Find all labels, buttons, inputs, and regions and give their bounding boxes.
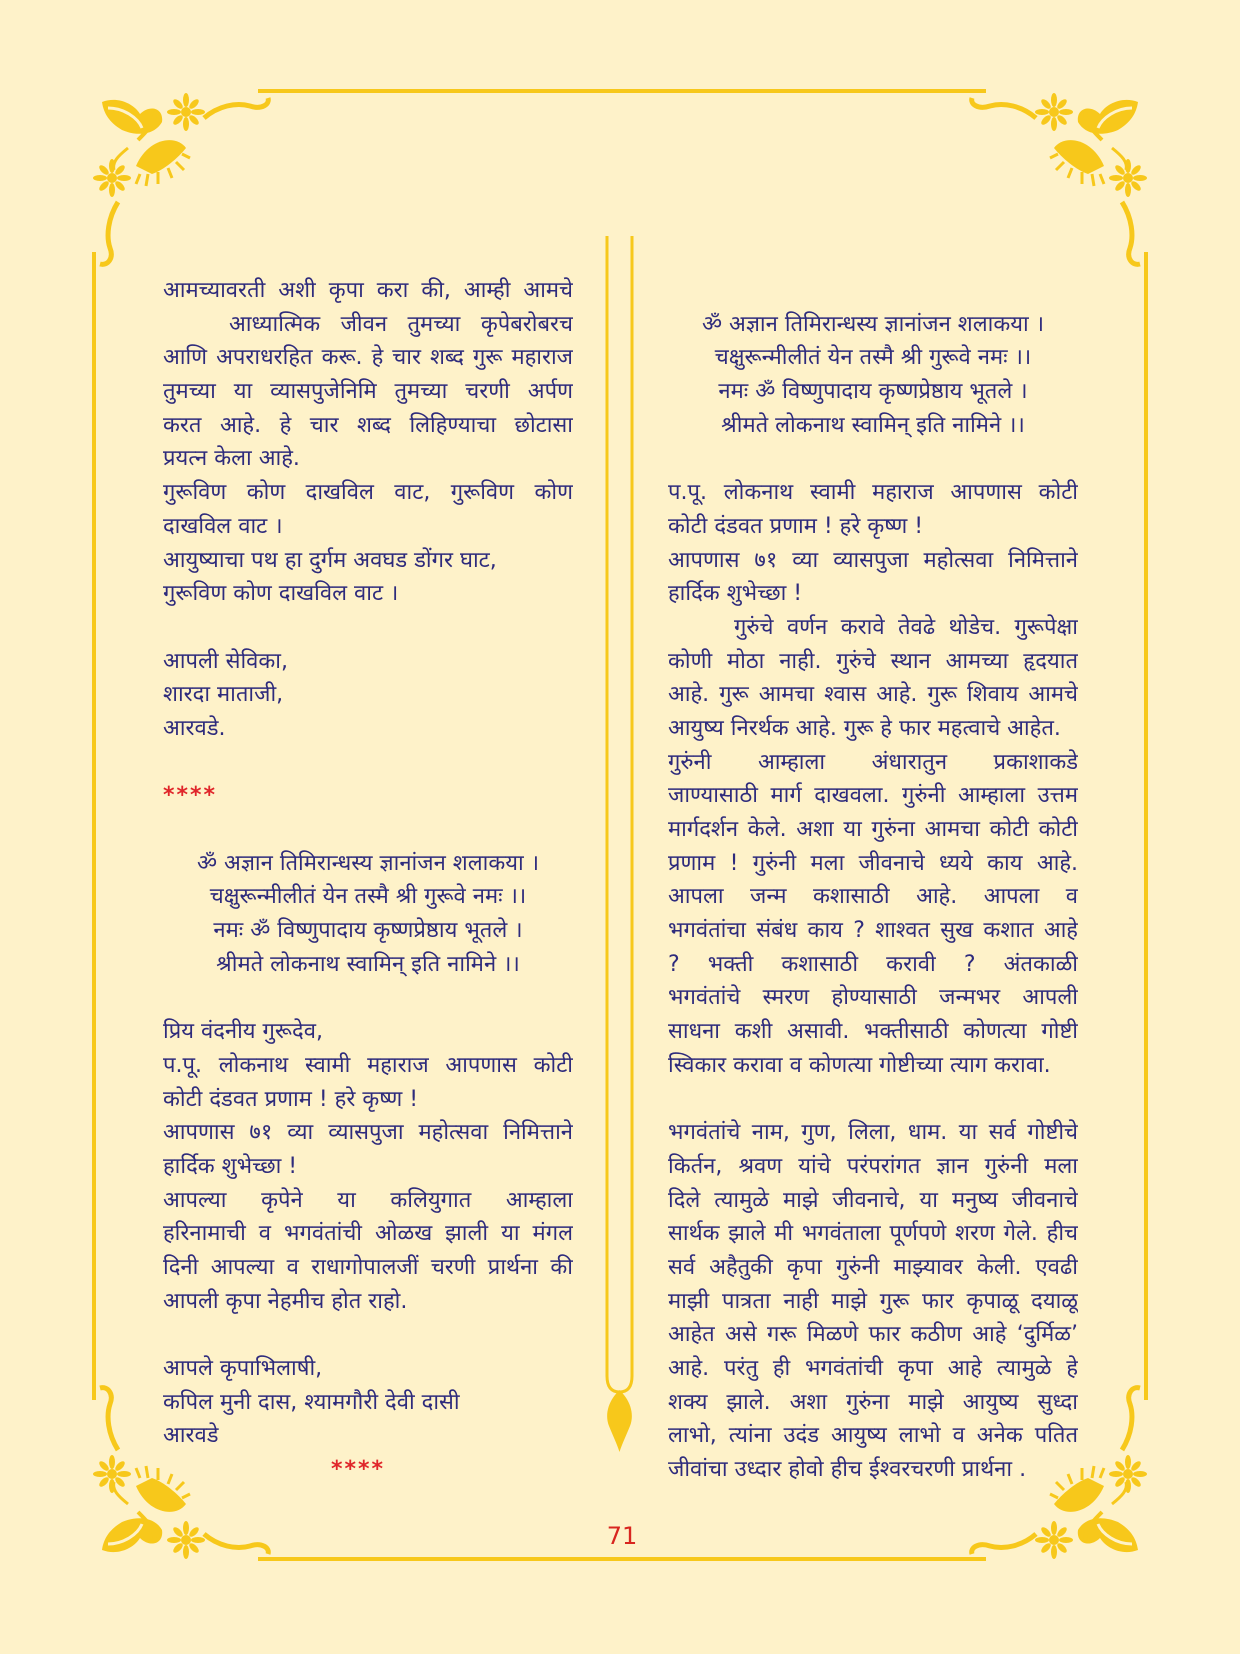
text-line: प्रणाम ! गुरुंनी मला जीवनाचे ध्यये काय आहे. — [668, 850, 1078, 876]
border-right — [1144, 252, 1148, 1400]
text-line: आहेत असे गरू मिळणे फार कठीण आहे ‘दुर्मिळ’ — [668, 1322, 1078, 1348]
border-left — [92, 252, 96, 1400]
verse-line: नमः ॐ विष्णुपादाय कृष्णप्रेष्ठाय भूतले । — [213, 918, 523, 944]
text-line: आपले कृपाभिलाषी, — [163, 1356, 323, 1381]
text-line: शक्य झाले. अशा गुरुंना माझे आयुष्य सुध्दा — [668, 1389, 1078, 1415]
corner-ornament-top-right — [962, 78, 1162, 278]
section-separator-stars: **** — [163, 783, 218, 809]
text-line: जाण्यासाठी मार्ग दाखवला. गुरुंनी आम्हाला उत्तम — [668, 783, 1078, 809]
text-line: करत आहे. हे चार शब्द लिहिण्याचा छोटासा — [163, 412, 573, 438]
text-line: प.पू. लोकनाथ स्वामी महाराज आपणास कोटी — [668, 480, 1078, 506]
text-line: आणि अपराधरहित करू. हे चार शब्द गुरू महाराज — [163, 345, 573, 371]
verse-line: ॐ अज्ञान तिमिरान्धस्य ज्ञानांजन शलाकया । — [701, 311, 1045, 337]
text-line: भगवंतांचा संबंध काय ? शाश्वत सुख कशात आहे — [668, 918, 1078, 944]
text-line: ? भक्ती कशासाठी करावी ? अंतकाळी — [668, 951, 1078, 977]
text-line: किर्तन, श्रवण यांचे परंपरांगत ज्ञान गुरुंनी मला — [668, 1153, 1078, 1179]
text-line: कोटी दंडवत प्रणाम ! हरे कृष्ण ! — [668, 513, 924, 539]
text-line: आयुष्याचा पथ हा दुर्गम अवघड डोंगर घाट, — [163, 547, 497, 573]
left-column — [163, 274, 573, 1487]
border-bottom — [258, 1557, 986, 1561]
text-line: दिनी आपल्या व राधागोपालजीं चरणी प्रार्थना की — [163, 1254, 573, 1280]
right-column — [668, 274, 1078, 1487]
blank-line — [163, 981, 573, 1015]
blank-line — [668, 442, 1078, 476]
blank-line — [163, 1318, 573, 1352]
blank-line — [668, 274, 1078, 308]
text-line: आपणास ७१ व्या व्यासपुजा महोत्सवा निमित्ताने — [163, 1120, 573, 1146]
blank-line — [163, 746, 573, 780]
text-line: स्विकार करावा व कोणत्या गोष्टीच्या त्याग करावा. — [668, 1052, 1051, 1078]
text-line: आयुष्य निरर्थक आहे. गुरू हे फार महत्वाचे आहेत. — [668, 715, 1061, 741]
text-line: माझी पात्रता नाही माझे गुरू फार कृपाळू दयाळू — [668, 1288, 1078, 1314]
text-line: आहे. परंतु ही भगवंतांची कृपा आहे त्यामुळे हे — [668, 1356, 1078, 1381]
verse-line: श्रीमते लोकनाथ स्वामिन् इति नामिने ।। — [721, 412, 1025, 438]
text-line: गुरुंचे वर्णन करावे तेवढे थोडेच. गुरूपेक्षा — [734, 614, 1078, 640]
text-line: आपली सेविका, — [163, 648, 288, 674]
text-line: हरिनामाची व भगवंतांची ओळख झाली या मंगल — [163, 1221, 573, 1247]
text-line: हार्दिक शुभेच्छा ! — [668, 581, 803, 607]
border-top — [258, 89, 986, 93]
blank-line — [668, 1083, 1078, 1117]
text-line: तुमच्या या व्यासपुजेनिमि तुमच्या चरणी अर्पण — [163, 379, 573, 405]
text-line: आपणास ७१ व्या व्यासपुजा महोत्सवा निमित्ताने — [668, 547, 1078, 573]
text-line: आरवडे. — [163, 715, 226, 741]
verse-line: श्रीमते लोकनाथ स्वामिन् इति नामिने ।। — [216, 951, 520, 977]
verse-line: ॐ अज्ञान तिमिरान्धस्य ज्ञानांजन शलाकया । — [196, 850, 540, 876]
text-line: कपिल मुनी दास, श्यामगौरी देवी दासी — [163, 1389, 460, 1415]
text-line: आरवडे — [163, 1423, 219, 1449]
corner-ornament-top-left — [78, 78, 278, 278]
text-line: गुरूविण कोण दाखविल वाट, गुरूविण कोण — [163, 480, 573, 506]
text-line: जीवांचा उध्दार होवो हीच ईश्वरचरणी प्रार्थना . — [668, 1457, 1027, 1483]
text-line: भगवंतांचे नाम, गुण, लिला, धाम. या सर्व गोष्टीचे — [668, 1120, 1078, 1146]
text-line: सार्थक झाले मी भगवंताला पूर्णपणे शरण गेले. हीच — [668, 1221, 1078, 1247]
text-line: आध्यात्मिक जीवन तुमच्या कृपेबरोबरच — [229, 311, 573, 337]
text-line: भगवंतांचे स्मरण होण्यासाठी जन्मभर आपली — [668, 985, 1078, 1011]
text-line: कोटी दंडवत प्रणाम ! हरे कृष्ण ! — [163, 1086, 419, 1112]
text-line: आमच्यावरती अशी कृपा करा की, आम्ही आमचे — [163, 278, 573, 303]
section-separator-stars: **** — [331, 1457, 386, 1483]
text-line: आहे. गुरू आमचा श्वास आहे. गुरू शिवाय आमचे — [668, 682, 1078, 708]
text-line: शारदा माताजी, — [163, 682, 284, 708]
text-line: प्रयत्न केला आहे. — [163, 446, 300, 472]
teardrop-ornament — [607, 1390, 632, 1452]
page-number: 71 — [606, 1522, 638, 1550]
text-line: कोणी मोठा नाही. गुरुंचे स्थान आमच्या हृदयात — [668, 648, 1078, 674]
text-line: हार्दिक शुभेच्छा ! — [163, 1153, 298, 1179]
verse-line: नमः ॐ विष्णुपादाय कृष्णप्रेष्ठाय भूतले । — [718, 379, 1028, 405]
text-line: लाभो, त्यांना उदंड आयुष्य लाभो व अनेक पतित — [668, 1423, 1078, 1449]
text-line: सर्व अहैतुकी कृपा गुरुंनी माझ्यावर केली. एवढी — [668, 1254, 1078, 1280]
verse-line: चक्षुरून्मीलीतं येन तस्मै श्री गुरूवे नमः ।। — [714, 345, 1032, 371]
text-line: प.पू. लोकनाथ स्वामी महाराज आपणास कोटी — [163, 1052, 573, 1078]
blank-line — [163, 813, 573, 847]
text-line: मार्गदर्शन केले. अशा या गुरुंना आमचा कोटी कोटी — [668, 817, 1078, 842]
text-line: दाखविल वाट । — [163, 513, 283, 539]
text-line: आपली कृपा नेहमीच होत राहो. — [163, 1288, 408, 1314]
text-line: दिले त्यामुळे माझे जीवनाचे, या मनुष्य जीवनाचे — [668, 1187, 1078, 1213]
blank-line — [163, 611, 573, 645]
text-line: आपल्या कृपेने या कलियुगात आम्हाला — [163, 1187, 573, 1213]
text-line: आपला जन्म कशासाठी आहे. आपला व — [668, 884, 1078, 910]
column-divider — [596, 236, 644, 1466]
text-line: प्रिय वंदनीय गुरूदेव, — [163, 1019, 323, 1045]
text-line: साधना कशी असावी. भक्तीसाठी कोणत्या गोष्टी — [668, 1019, 1078, 1045]
text-line: गुरूविण कोण दाखविल वाट । — [163, 581, 399, 607]
verse-line: चक्षुरून्मीलीतं येन तस्मै श्री गुरूवे नमः ।। — [209, 884, 527, 910]
text-line: गुरुंनी आम्हाला अंधारातुन प्रकाशाकडे — [668, 749, 1078, 775]
